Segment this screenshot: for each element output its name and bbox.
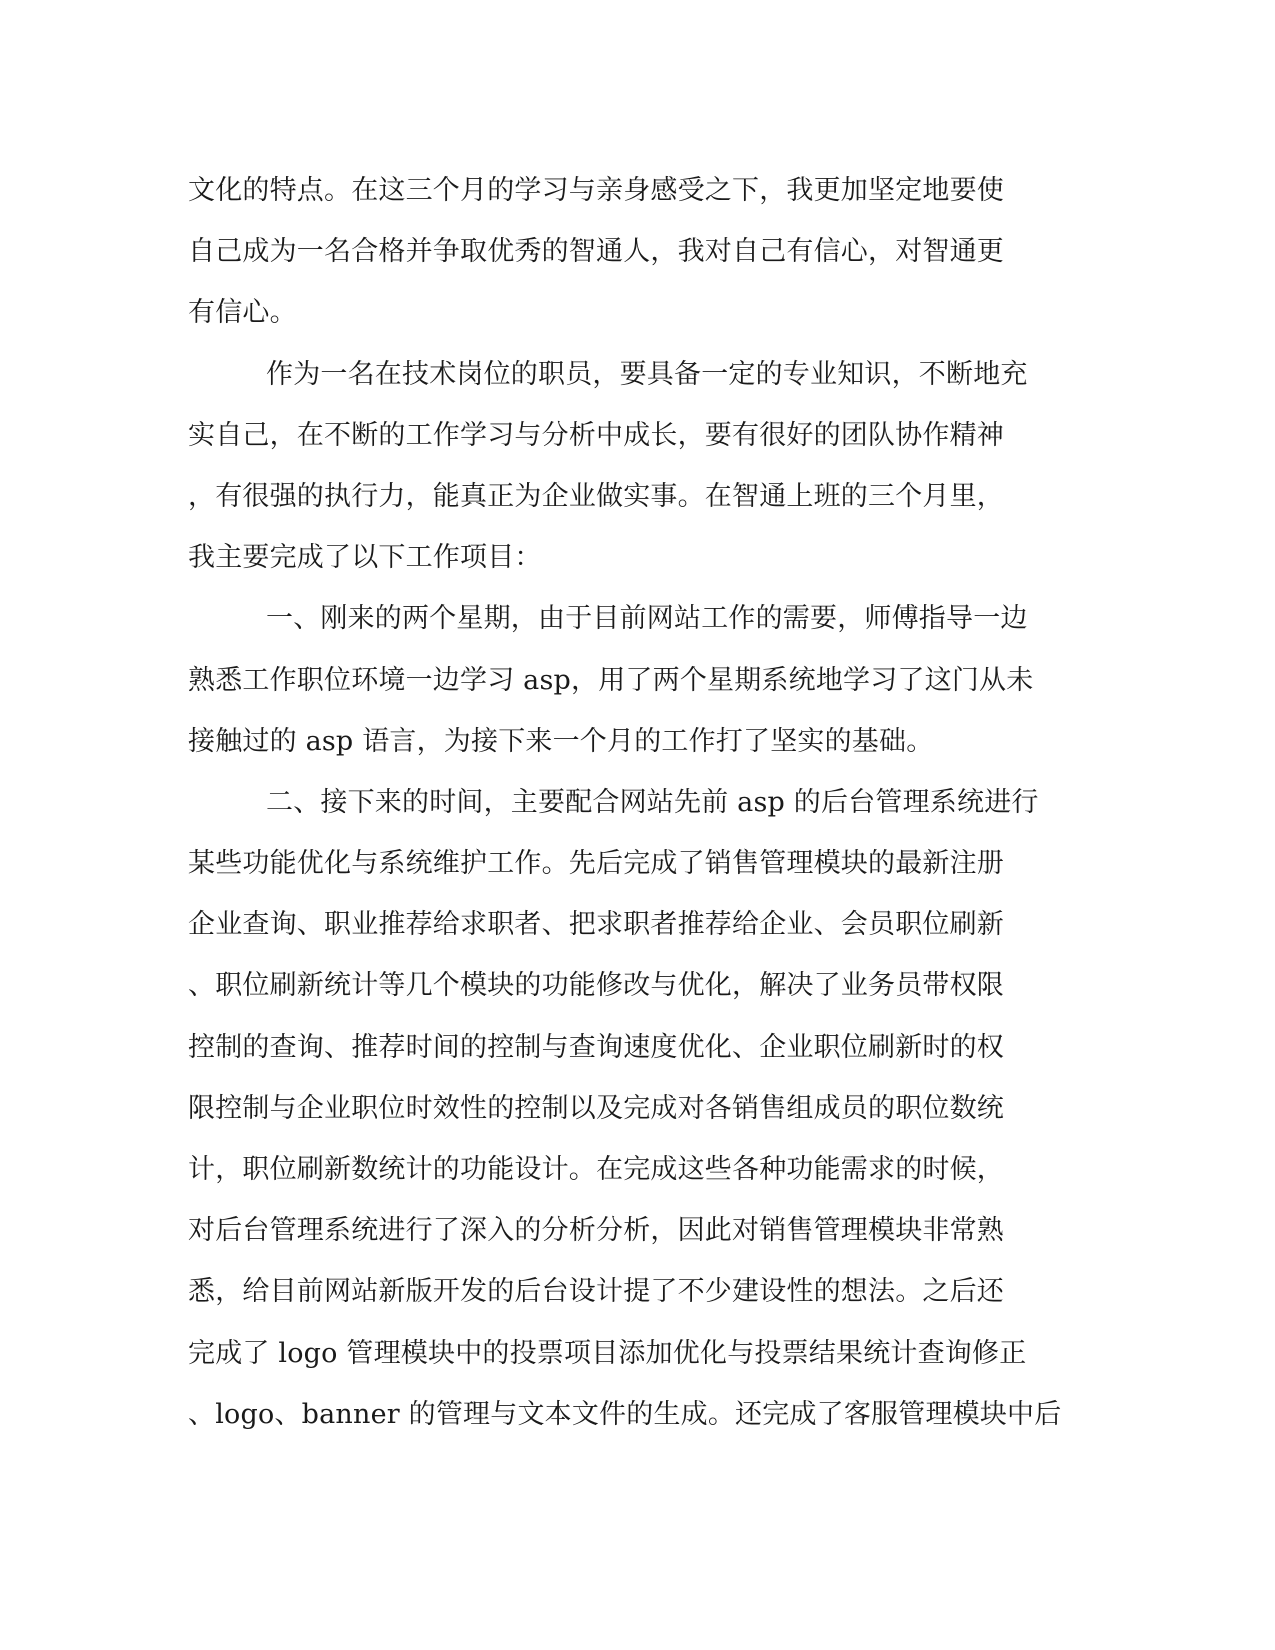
text-line: 限控制与企业职位时效性的控制以及完成对各销售组成员的职位数统 (188, 1092, 1004, 1124)
text-line: 企业查询、职业推荐给求职者、把求职者推荐给企业、会员职位刷新 (188, 909, 1004, 941)
text-line: 作为一名在技术岗位的职员，要具备一定的专业知识，不断地充 (266, 358, 1028, 390)
text-line: 接触过的 asp 语言，为接下来一个月的工作打了坚实的基础。 (188, 725, 934, 757)
text-line: 自己成为一名合格并争取优秀的智通人，我对自己有信心，对智通更 (188, 236, 1004, 268)
text-line: 、职位刷新统计等几个模块的功能修改与优化，解决了业务员带权限 (188, 970, 1004, 1002)
text-line: 有信心。 (188, 297, 297, 329)
text-line: 计，职位刷新数统计的功能设计。在完成这些各种功能需求的时候， (188, 1154, 1004, 1185)
text-line: ，有很强的执行力，能真正为企业做实事。在智通上班的三个月里， (188, 480, 1004, 512)
text-line: 对后台管理系统进行了深入的分析分析，因此对销售管理模块非常熟 (188, 1215, 1004, 1247)
text-line: 控制的查询、推荐时间的控制与查询速度优化、企业职位刷新时的权 (188, 1031, 1004, 1063)
text-line: 实自己，在不断的工作学习与分析中成长，要有很好的团队协作精神 (188, 419, 1004, 451)
text-line: 文化的特点。在这三个月的学习与亲身感受之下，我更加坚定地要使 (188, 175, 1004, 206)
text-line: 我主要完成了以下工作项目： (188, 542, 542, 574)
text-line: 、logo、banner 的管理与文本文件的生成。还完成了客服管理模块中后 (188, 1398, 1062, 1430)
text-line: 二、接下来的时间，主要配合网站先前 asp 的后台管理系统进行 (266, 786, 1039, 818)
text-line: 熟悉工作职位环境一边学习 asp，用了两个星期系统地学习了这门从未 (188, 664, 1034, 696)
text-line: 某些功能优化与系统维护工作。先后完成了销售管理模块的最新注册 (188, 848, 1004, 880)
text-line: 悉，给目前网站新版开发的后台设计提了不少建设性的想法。之后还 (188, 1276, 1004, 1308)
text-line: 完成了 logo 管理模块中的投票项目添加优化与投票结果统计查询修正 (188, 1337, 1027, 1369)
text-line: 一、刚来的两个星期，由于目前网站工作的需要，师傅指导一边 (266, 603, 1028, 635)
document-body (188, 160, 1088, 1445)
